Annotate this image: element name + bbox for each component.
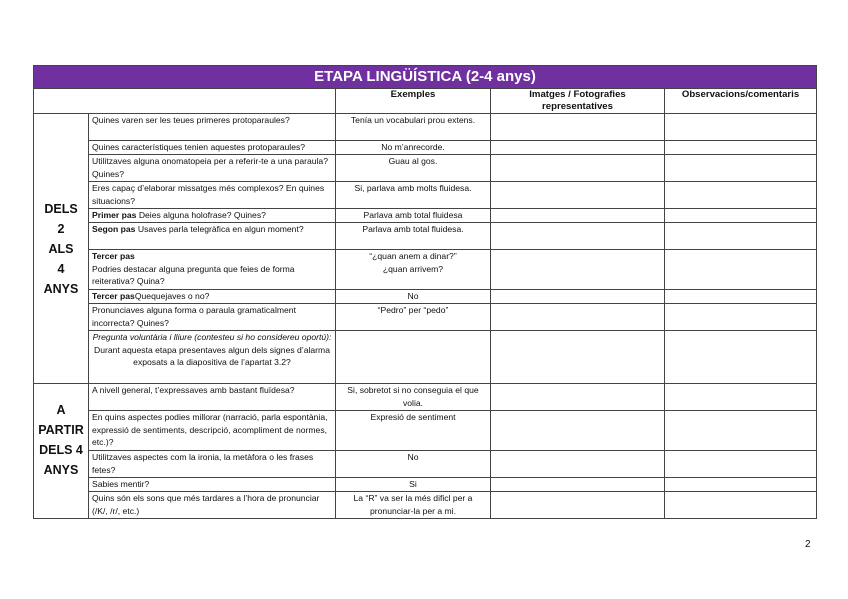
question-cell: A nivell general, t’expressaves amb bastant fluïdesa? [89,384,336,411]
header-examples: Exemples [336,89,491,114]
image-cell[interactable] [491,384,665,411]
header-question [34,89,336,114]
image-cell[interactable] [491,223,665,250]
comment-cell[interactable] [665,209,817,223]
comment-cell[interactable] [665,290,817,304]
comment-cell[interactable] [665,114,817,141]
table-row [34,411,817,451]
comment-cell[interactable] [665,331,817,384]
comment-cell[interactable] [665,411,817,451]
question-cell: Segon pas Usaves parla telegràfica en algun moment? [89,223,336,250]
example-cell: Si, parlava amb molts fluidesa. [336,182,491,209]
question-cell: Quines varen ser les teues primeres protoparaules? [89,114,336,141]
question-cell: Quins són els sons que més tardares a l’hora de pronunciar (/K/, /r/, etc.) [89,492,336,519]
question-cell: Primer pas Deies alguna holofrase? Quines? [89,209,336,223]
table-row [34,384,817,411]
table-row [34,304,817,331]
comment-cell[interactable] [665,155,817,182]
comment-cell[interactable] [665,492,817,519]
comment-cell[interactable] [665,223,817,250]
question-cell: Utilitzaves alguna onomatopeia per a referir-te a una paraula? Quines? [89,155,336,182]
question-cell: Tercer pasQuequejaves o no? [89,290,336,304]
image-cell[interactable] [491,155,665,182]
example-cell: “¿quan anem a dinar?” ¿quan arrivem? [336,250,491,290]
table-row [34,290,817,304]
example-cell [336,331,491,384]
table-row [34,114,817,141]
question-cell: Sabies mentir? [89,478,336,492]
comment-cell[interactable] [665,451,817,478]
table-row [34,250,817,290]
comment-cell[interactable] [665,478,817,492]
example-cell: La “R” va ser la més dificl per a pronunciar-la per a mi. [336,492,491,519]
image-cell[interactable] [491,331,665,384]
example-cell: Guau al gos. [336,155,491,182]
example-cell: Parlava amb total fluidesa [336,209,491,223]
comment-cell[interactable] [665,141,817,155]
table-row [34,141,817,155]
question-cell: Eres capaç d’elaborar missatges més complexos? En quines situacions? [89,182,336,209]
comment-cell[interactable] [665,304,817,331]
comment-cell[interactable] [665,384,817,411]
table-row [34,182,817,209]
example-cell: No m’anrecorde. [336,141,491,155]
comment-cell[interactable] [665,250,817,290]
table-row [34,155,817,182]
stage-label-2-4: DELS 2 ALS 4 ANYS [34,114,89,384]
page-number: 2 [805,539,811,550]
image-cell[interactable] [491,411,665,451]
header-row [34,89,817,114]
stage-label-from-4: A PARTIR DELS 4 ANYS [34,384,89,519]
table-row [34,331,817,384]
table-row [34,492,817,519]
example-cell: Si, sobretot si no conseguia el que volia. [336,384,491,411]
example-cell: Tenía un vocabulari prou extens. [336,114,491,141]
image-cell[interactable] [491,304,665,331]
table-title: ETAPA LINGÜÍSTICA (2-4 anys) [34,66,817,89]
image-cell[interactable] [491,182,665,209]
image-cell[interactable] [491,478,665,492]
image-cell[interactable] [491,250,665,290]
header-observations: Observacions/comentaris [665,89,817,114]
example-cell: No [336,290,491,304]
table-row [34,451,817,478]
question-cell: Pregunta voluntària i lliure (contesteu si ho considereu oportú): Durant aquesta etapa presentaves algun dels signes d’alarma exposats a la diapositiva de l’apartat 3.2? [89,331,336,384]
table-title-row [34,66,817,89]
image-cell[interactable] [491,141,665,155]
image-cell[interactable] [491,290,665,304]
image-cell[interactable] [491,492,665,519]
table-row [34,478,817,492]
example-cell: Expresió de sentiment [336,411,491,451]
question-cell: En quins aspectes podies millorar (narració, parla espontània, expressió de sentiments, descripció, acompliment de normes, etc.)? [89,411,336,451]
image-cell[interactable] [491,209,665,223]
example-cell: “Pedro” per “pedo” [336,304,491,331]
comment-cell[interactable] [665,182,817,209]
question-cell: Tercer pas Podries destacar alguna pregunta que feies de forma reiterativa? Quina? [89,250,336,290]
example-cell: No [336,451,491,478]
table-row [34,209,817,223]
example-cell: Si [336,478,491,492]
question-cell: Utilitzaves aspectes com la ironia, la metàfora o les frases fetes? [89,451,336,478]
linguistic-stage-table [33,65,817,519]
header-images: Imatges / Fotografies representatives [491,89,665,114]
example-cell: Parlava amb total fluidesa. [336,223,491,250]
image-cell[interactable] [491,451,665,478]
table-row [34,223,817,250]
question-cell: Pronunciaves alguna forma o paraula gramaticalment incorrecta? Quines? [89,304,336,331]
image-cell[interactable] [491,114,665,141]
question-cell: Quines característiques tenien aquestes protoparaules? [89,141,336,155]
